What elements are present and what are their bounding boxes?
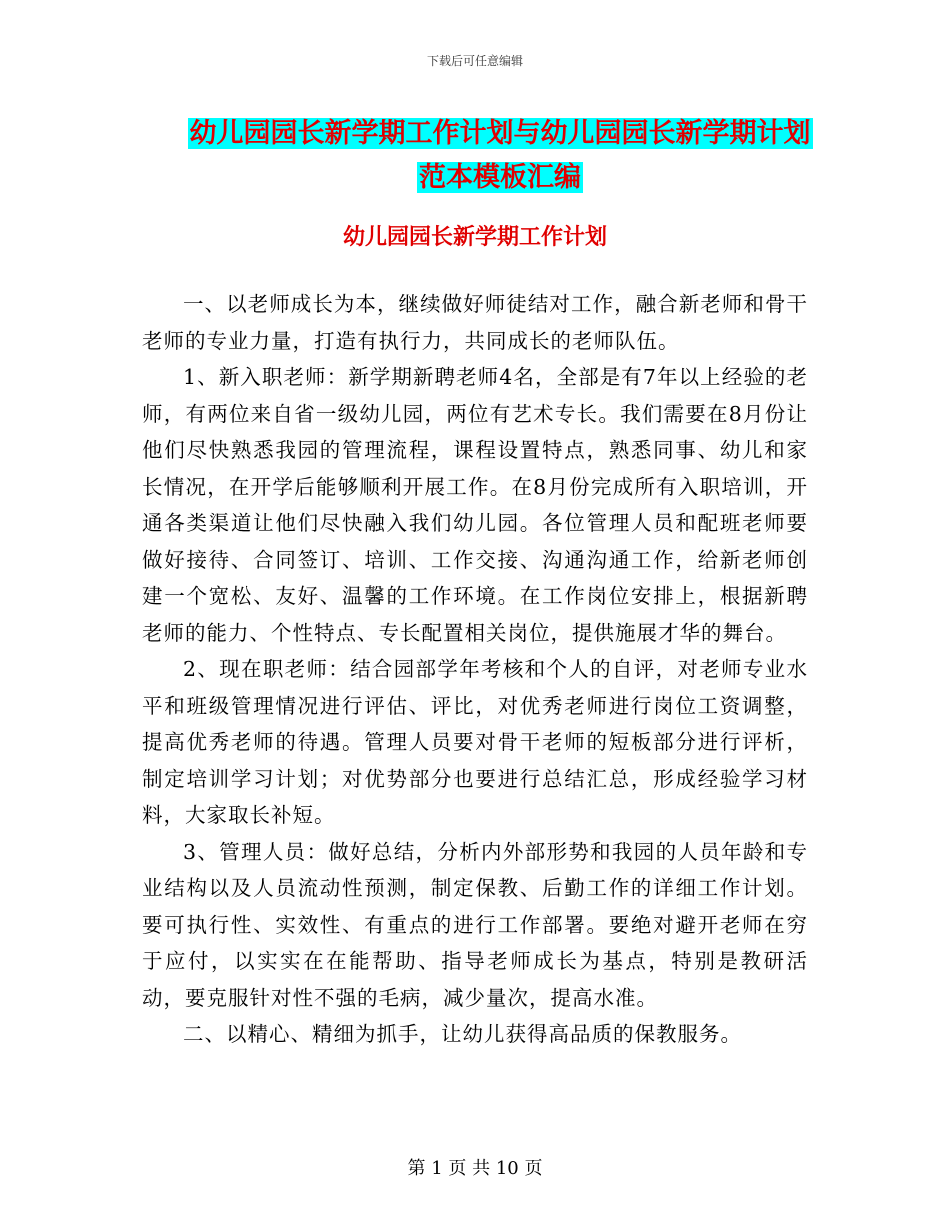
paragraph: 1、新入职老师：新学期新聘老师4名，全部是有7年以上经验的老师，有两位来自省一级幼儿园，两位有艺术专长。我们需要在8月份让他们尽快熟悉我园的管理流程，课程设置特点，熟悉同事、幼儿和家长情况，在开学后能够顺利开展工作。在8月份完成所有入职培训，开通各类渠道让他们尽快融入我们幼儿园。各位管理人员和配班老师要做好接待、合同签订、培训、工作交接、沟通沟通工作，给新老师创建一个宽松、友好、温馨的工作环境。在工作岗位安排上，根据新聘老师的能力、个性特点、专长配置相关岗位，提供施展才华的舞台。	[142, 365, 808, 645]
section-title: 幼儿园园长新学期工作计划	[342, 224, 607, 250]
document-title	[150, 112, 850, 200]
paragraph: 2、现在职老师：结合园部学年考核和个人的自评，对老师专业水平和班级管理情况进行评估、评比，对优秀老师进行岗位工资调整，提高优秀老师的待遇。管理人员要对骨干老师的短板部分进行评析，制定培训学习计划；对优势部分也要进行总结汇总，形成经验学习材料，大家取长补短。	[142, 657, 808, 827]
title-line-1: 幼儿园园长新学期工作计划与幼儿园园长新学期计划	[189, 118, 811, 149]
document-body	[142, 286, 808, 1053]
title-line-2: 范本模板汇编	[419, 162, 581, 193]
paragraph: 一、以老师成长为本，继续做好师徒结对工作，融合新老师和骨干老师的专业力量，打造有执行力，共同成长的老师队伍。	[142, 292, 808, 353]
paragraph: 二、以精心、精细为抓手，让幼儿获得高品质的保教服务。	[183, 1022, 742, 1046]
header-note: 下载后可任意编辑	[426, 54, 523, 68]
paragraph: 3、管理人员：做好总结，分析内外部形势和我园的人员年龄和专业结构以及人员流动性预测，制定保教、后勤工作的详细工作计划。要可执行性、实效性、有重点的进行工作部署。要绝对避开老师在穷于应付，以实实在在能帮助、指导老师成长为基点，特别是教研活动，要克服针对性不强的毛病，减少量次，提高水准。	[142, 839, 808, 1010]
page-number: 第 1 页 共 10 页	[407, 1158, 543, 1179]
